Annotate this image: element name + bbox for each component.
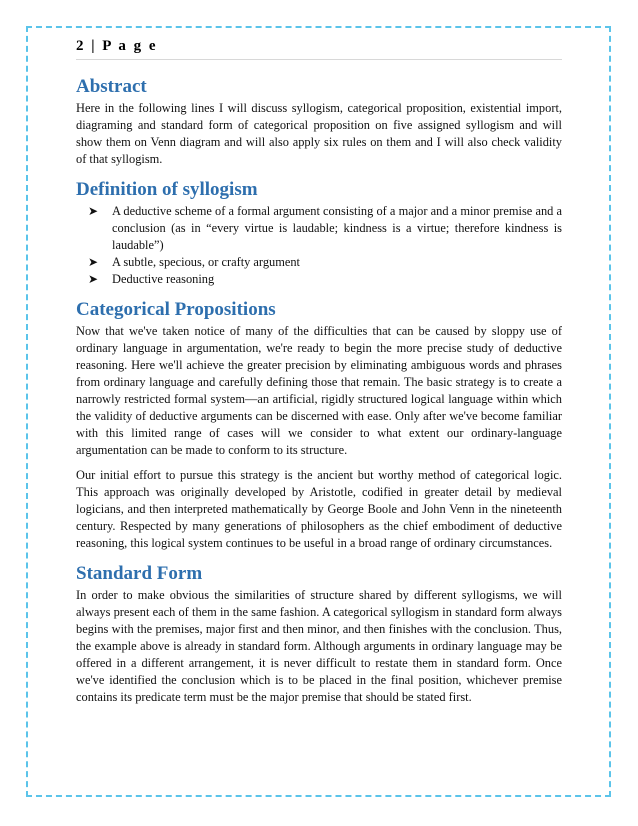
- abstract-heading: Abstract: [76, 76, 147, 97]
- categorical-paragraph-2: Our initial effort to pursue this strategy is the ancient but worthy method of categorical logic. This approach was originally developed by Aristotle, codified in greater detail by medieval logicians, and then interpreted mathematically by George Boole and John Venn in the nineteenth century. Respected by many generations of philosophers as the chief embodiment of deductive reasoning, this logical system continues to be useful in a broad range of ordinary circumstances.: [76, 467, 562, 550]
- list-item-text: A subtle, specious, or crafty argument: [112, 254, 300, 269]
- list-item: [88, 254, 562, 271]
- arrow-bullet-icon: ➤: [88, 254, 99, 269]
- arrow-bullet-icon: ➤: [88, 271, 99, 286]
- list-item-text: A deductive scheme of a formal argument consisting of a major and a minor premise and a conclusion (as in “every virtue is laudable; kindness is a virtue; therefore kindness is laudable”): [112, 203, 562, 252]
- list-item: [88, 271, 562, 288]
- list-item-text: Deductive reasoning: [112, 271, 215, 286]
- abstract-text: Here in the following lines I will discuss syllogism, categorical proposition, existential import, diagraming and standard form of categorical proposition on five assigned syllogism and will show them on Venn diagram and will also apply six rules on them and I will also check validity of that syllogism.: [76, 100, 562, 166]
- arrow-bullet-icon: ➤: [88, 203, 99, 218]
- categorical-heading: Categorical Propositions: [76, 298, 276, 320]
- categorical-paragraph-1: Now that we've taken notice of many of the difficulties that can be caused by sloppy use of ordinary language in argumentation, we're ready to begin the more precise study of deductive reasoning. Here we'll achieve the greater precision by eliminating ambiguous words and phrases from ordinary language and carefully defining those that remain. The basic strategy is to create a narrowly restricted formal system—an artificial, rigidly structured logical language within which the validity of deductive arguments can be discerned with ease. Only after we've become familiar with this limited range of cases will we consider to what extent our ordinary-language argumentation can be made to conform to its structure.: [76, 323, 562, 457]
- definition-heading: Definition of syllogism: [76, 178, 258, 200]
- standard-form-text: In order to make obvious the similarities of structure shared by different syllogisms, we will always present each of them in the same fashion. A categorical syllogism in standard form always begins with the premises, major first and then minor, and then finishes with the conclusion. Thus, the example above is already in standard form. Although arguments in ordinary language may be offered in a different arrangement, it is never difficult to restate them in standard form. Once we've identified the conclusion which is to be placed in the final position, whichever premise contains its predicate term must be the major premise that should be stated first.: [76, 587, 562, 704]
- definition-list: [76, 203, 562, 288]
- standard-form-heading: Standard Form: [76, 562, 203, 584]
- page-header: 2 | P a g e: [76, 38, 562, 60]
- list-item: [88, 203, 562, 254]
- page-content: [76, 38, 562, 706]
